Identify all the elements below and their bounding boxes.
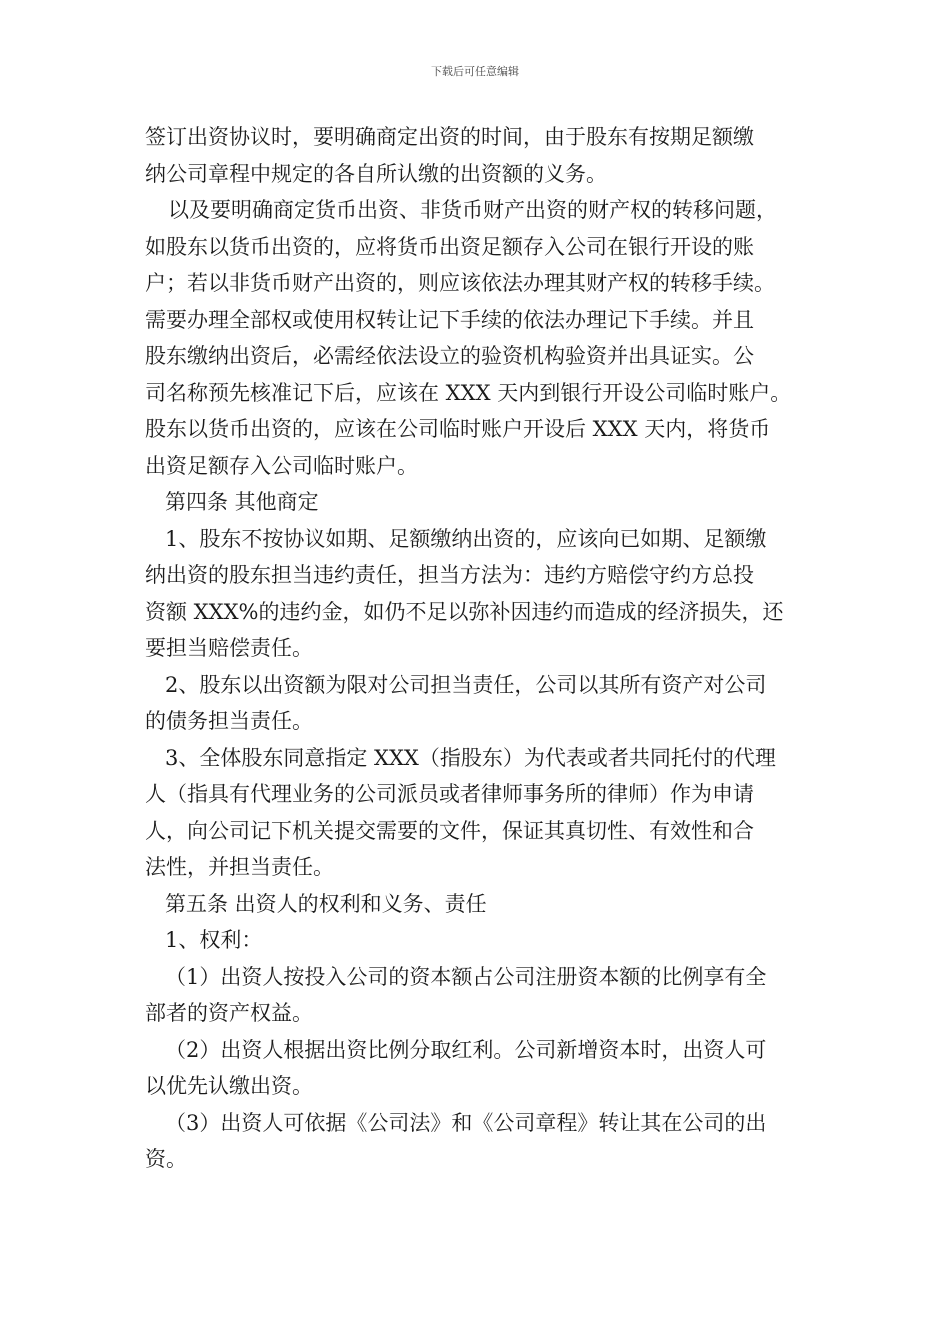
- text-line: 2、股东以出资额为限对公司担当责任，公司以其所有资产对公司: [165, 672, 767, 697]
- text-line: 司名称预先核准记下后，应该在 XXX 天内到银行开设公司临时账户。: [145, 380, 792, 405]
- text-line: 如股东以货币出资的，应将货币出资足额存入公司在银行开设的账: [145, 234, 754, 259]
- text-line: 3、全体股东同意指定 XXX（指股东）为代表或者共同托付的代理: [165, 745, 776, 770]
- text-line: 出资足额存入公司临时账户。: [145, 453, 418, 478]
- text-line: （3）出资人可依据《公司法》和《公司章程》转让其在公司的出: [165, 1110, 767, 1135]
- text-line: （2）出资人根据出资比例分取红利。公司新增资本时，出资人可: [165, 1037, 767, 1062]
- text-line: 以及要明确商定货币出资、非货币财产出资的财产权的转移问题，: [168, 198, 777, 222]
- text-line: 股东缴纳出资后，必需经依法设立的验资机构验资并出具证实。公: [145, 344, 754, 368]
- text-line: 部者的资产权益。: [145, 1001, 313, 1025]
- text-line: 以优先认缴出资。: [145, 1074, 313, 1098]
- text-line: 纳出资的股东担当违约责任，担当方法为：违约方赔偿守约方总投: [145, 563, 754, 587]
- text-line: 1、权利：: [165, 928, 263, 952]
- text-line: 第四条 其他商定: [165, 490, 319, 514]
- text-line: 股东以货币出资的，应该在公司临时账户开设后 XXX 天内，将货币: [145, 417, 771, 441]
- document-body: [145, 119, 810, 1178]
- text-line: 资。: [145, 1147, 187, 1171]
- text-line: 纳公司章程中规定的各自所认缴的出资额的义务。: [145, 161, 607, 186]
- text-line: 法性，并担当责任。: [145, 855, 334, 879]
- text-line: 第五条 出资人的权利和义务、责任: [165, 891, 487, 916]
- text-line: 要担当赔偿责任。: [145, 636, 313, 660]
- text-line: 的债务担当责任。: [145, 709, 313, 733]
- text-line: 需要办理全部权或使用权转让记下手续的依法办理记下手续。并且: [145, 307, 754, 332]
- text-line: 户；若以非货币财产出资的，则应该依法办理其财产权的转移手续。: [145, 271, 775, 295]
- text-line: 签订出资协议时，要明确商定出资的时间，由于股东有按期足额缴: [145, 125, 754, 149]
- text-line: 1、股东不按协议如期、足额缴纳出资的，应该向已如期、足额缴: [165, 526, 767, 551]
- text-line: 人（指具有代理业务的公司派员或者律师事务所的律师）作为申请: [145, 782, 754, 806]
- text-line: 资额 XXX%的违约金，如仍不足以弥补因违约而造成的经济损失，还: [145, 599, 784, 624]
- text-line: 人，向公司记下机关提交需要的文件，保证其真切性、有效性和合: [145, 818, 754, 843]
- text-line: （1）出资人按投入公司的资本额占公司注册资本额的比例享有全: [165, 964, 767, 989]
- page-header: 下载后可任意编辑: [431, 65, 519, 78]
